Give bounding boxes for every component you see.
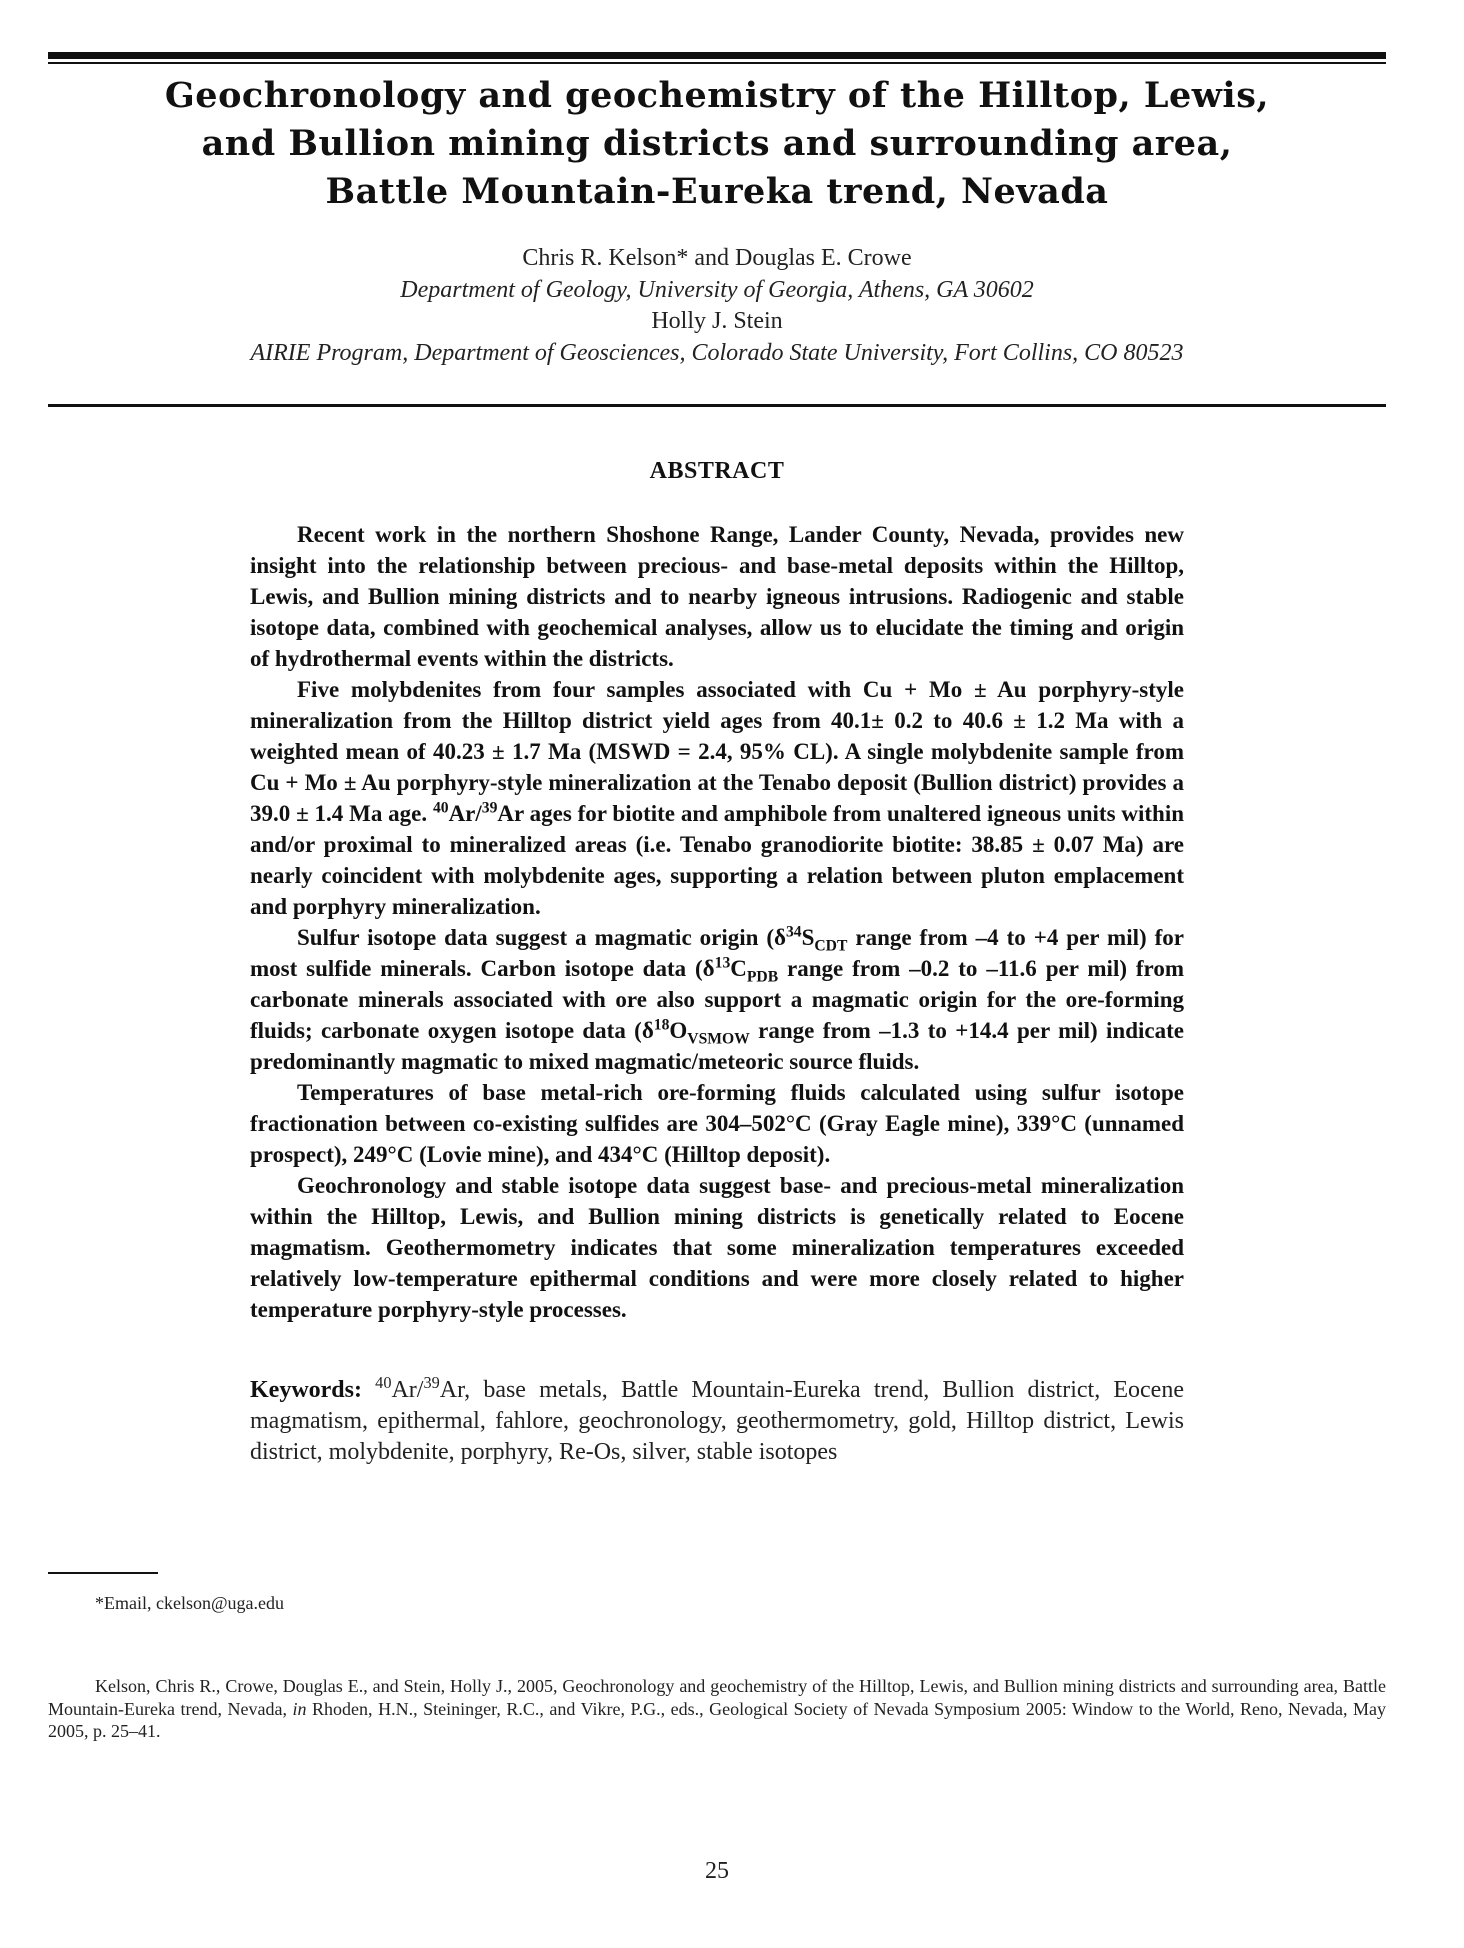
text-run: Ar/ xyxy=(448,801,482,826)
superscript: 13 xyxy=(714,954,731,972)
text-run: O xyxy=(669,1018,688,1043)
abstract-body xyxy=(250,519,1184,1325)
keywords-label: Keywords: xyxy=(250,1377,362,1403)
author-names: Chris R. Kelson* and Douglas E. Crowe xyxy=(522,245,912,271)
text-run: Kelson, Chris R., Crowe, Douglas E., and Stein, Holly J., 2005, Geochronology and geochemistry of the Hilltop, Lewis, and Bullion mining districts and surrounding area, Battle Mountain-Eureka trend, Nevada, xyxy=(48,1676,1386,1719)
superscript: 40 xyxy=(375,1373,392,1392)
superscript: 18 xyxy=(653,1016,670,1034)
footnote-rule xyxy=(48,1572,158,1574)
superscript: 39 xyxy=(423,1373,440,1392)
text-run: range from –1.3 to +14.4 per mil) indicate predominantly magmatic to mixed magmatic/meteoric source fluids. xyxy=(250,1018,1184,1074)
author-affiliation: AIRIE Program, Department of Geosciences, Colorado State University, Fort Collins, CO 80523 xyxy=(250,339,1184,366)
abstract-paragraph: Geochronology and stable isotope data suggest base- and precious-metal mineralization within the Hilltop, Lewis, and Bullion mining districts is genetically related to Eocene magmatism. Geothermometry indicates that some mineralization temperatures exceeded relatively low-temperature epithermal conditions and were more closely related to higher temperature porphyry-style processes. xyxy=(250,1173,1184,1322)
keywords-list: Ar, base metals, Battle Mountain-Eureka trend, Bullion district, Eocene magmatism, epithermal, fahlore, geochronology, geothermometry, gold, Hilltop district, Lewis district, molybdenite, porphyry, Re-Os, silver, stable isotopes xyxy=(250,1377,1184,1465)
abstract-heading: ABSTRACT xyxy=(649,458,785,484)
footnote-email: *Email, ckelson@uga.edu xyxy=(95,1593,285,1613)
text-run: Ar ages for biotite and amphibole from unaltered igneous units within and/or proximal to mineralized areas (i.e. Tenabo granodiorite biotite: 38.85 ± 0.07 Ma) are nearly coincident with molybdenite ages, supporting a relation between pluton emplacement and porphyry mineralization. xyxy=(250,801,1184,919)
abstract-paragraph xyxy=(250,674,1184,922)
page-number: 25 xyxy=(705,1858,729,1884)
title-line: and Bullion mining districts and surrounding area, xyxy=(201,123,1233,164)
citation xyxy=(48,1675,1386,1743)
title-line: Geochronology and geochemistry of the Hilltop, Lewis, xyxy=(164,75,1270,116)
subscript: PDB xyxy=(746,968,779,986)
author-affiliation: Department of Geology, University of Georgia, Athens, GA 30602 xyxy=(400,276,1034,303)
subscript: CDT xyxy=(814,937,848,955)
header-divider xyxy=(48,404,1386,407)
text-run: Sulfur isotope data suggest a magmatic origin (δ xyxy=(297,925,786,950)
abstract-paragraph: Temperatures of base metal-rich ore-forming fluids calculated using sulfur isotope fractionation between co-existing sulfides are 304–502°C (Gray Eagle mine), 339°C (unnamed prospect), 249°C (Lovie mine), and 434°C (Hilltop deposit). xyxy=(250,1080,1184,1167)
superscript: 40 xyxy=(432,799,449,817)
author-block xyxy=(48,243,1386,369)
superscript: 39 xyxy=(481,799,498,817)
title-line: Battle Mountain-Eureka trend, Nevada xyxy=(325,171,1109,212)
text-run: C xyxy=(730,956,747,981)
superscript: 34 xyxy=(785,923,802,941)
text-run: range from –0.2 to –11.6 per mil) from carbonate minerals associated with ore also support a magmatic origin for the ore-forming fluids; carbonate oxygen isotope data (δ xyxy=(250,956,1184,1043)
keywords xyxy=(250,1375,1184,1468)
top-rule-thin xyxy=(48,62,1386,64)
text-run: Rhoden, H.N., Steininger, R.C., and Vikre, P.G., eds., Geological Society of Nevada Symposium 2005: Window to the World, Reno, Nevada, May 2005, p. 25–41. xyxy=(48,1698,1386,1741)
text-run: Five molybdenites from four samples associated with Cu + Mo ± Au porphyry-style mineralization from the Hilltop district yield ages from 40.1± 0.2 to 40.6 ± 1.2 Ma with a weighted mean of 40.23 ± 1.7 Ma (MSWD = 2.4, 95% CL). A single molybdenite sample from Cu + Mo ± Au porphyry-style mineralization at the Tenabo deposit (Bullion district) provides a 39.0 ± 1.4 Ma age. xyxy=(250,677,1184,826)
author-names: Holly J. Stein xyxy=(651,308,783,334)
paper-title xyxy=(48,72,1386,216)
citation-italic: in xyxy=(292,1698,307,1719)
abstract-paragraph: Recent work in the northern Shoshone Range, Lander County, Nevada, provides new insight into the relationship between precious- and base-metal deposits within the Hilltop, Lewis, and Bullion mining districts and to nearby igneous intrusions. Radiogenic and stable isotope data, combined with geochemical analyses, allow us to elucidate the timing and origin of hydrothermal events within the districts. xyxy=(250,522,1184,671)
text-run: Ar/ xyxy=(391,1377,424,1403)
abstract-paragraph xyxy=(250,922,1184,1077)
top-rule-thick xyxy=(48,52,1386,59)
text-run: range from –4 to +4 per mil) for most sulfide minerals. Carbon isotope data (δ xyxy=(250,925,1184,981)
text-run: S xyxy=(801,925,815,950)
subscript: VSMOW xyxy=(687,1030,750,1048)
